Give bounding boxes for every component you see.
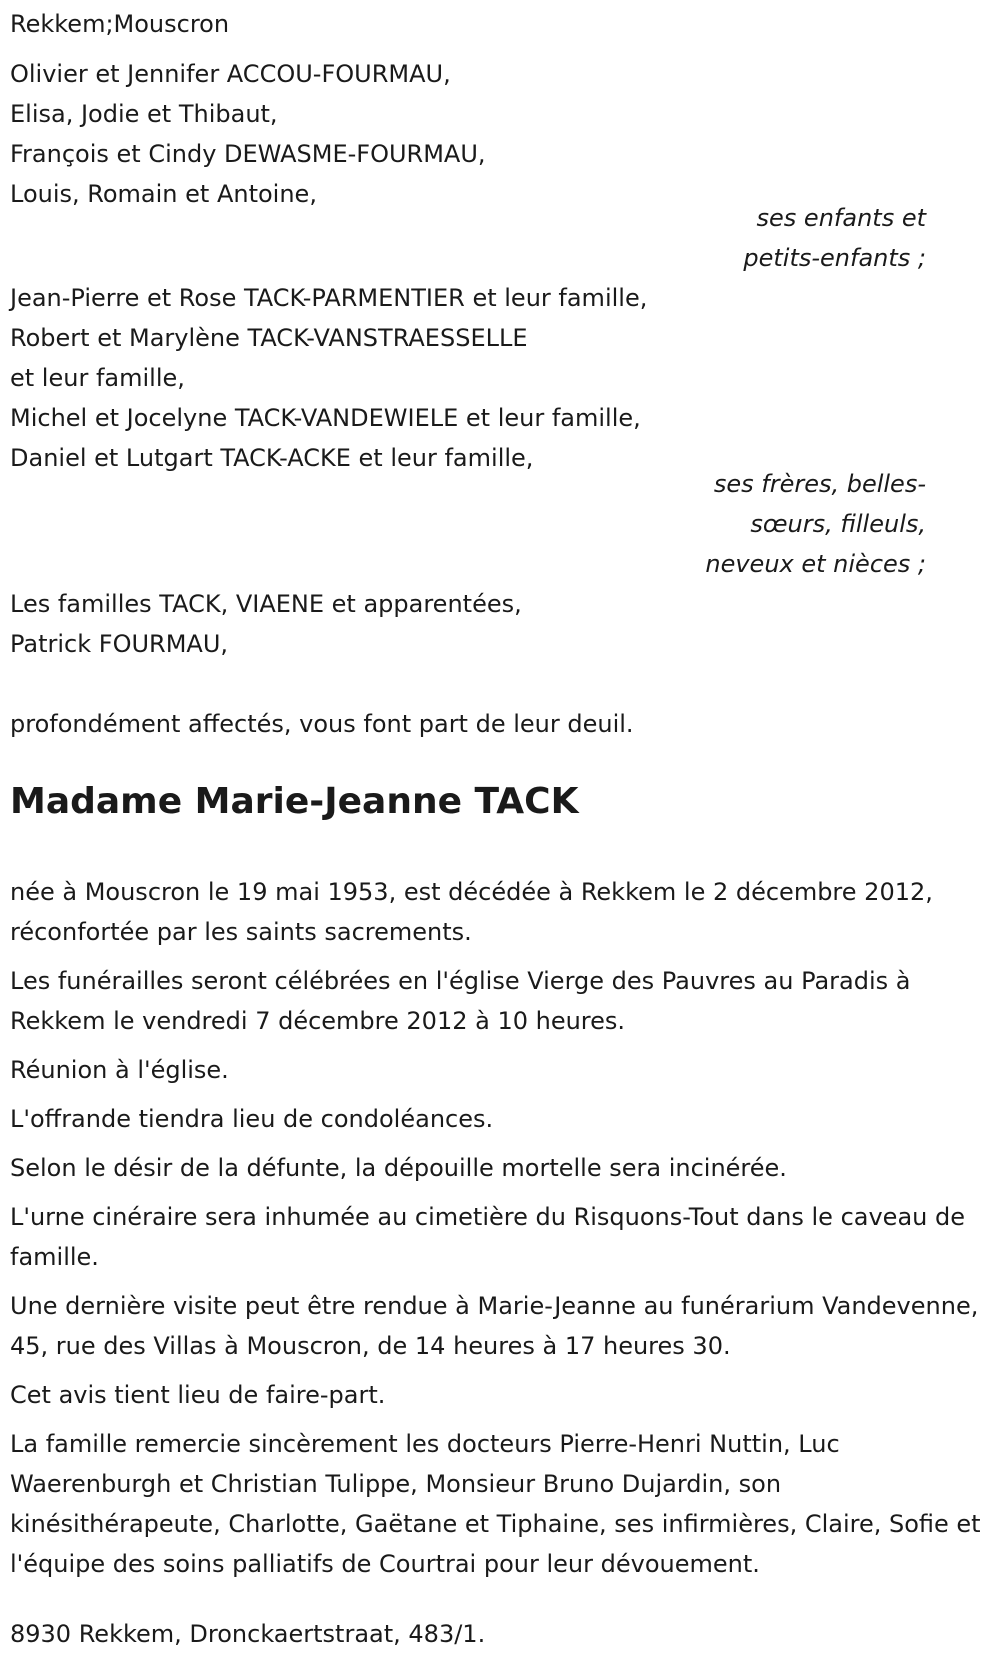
notice-paragraph: née à Mouscron le 19 mai 1953, est décédée à Rekkem le 2 décembre 2012, réconfortée par les saints sacrements. — [10, 878, 933, 946]
children-role-line: ses enfants et — [756, 204, 926, 232]
deceased-name: Madame Marie-Jeanne TACK — [10, 781, 579, 822]
children-role-line: petits-enfants ; — [743, 244, 926, 272]
notice-paragraph: L'offrande tiendra lieu de condoléances. — [10, 1105, 494, 1133]
families-line: Patrick FOURMAU, — [10, 630, 229, 658]
notice-paragraph: La famille remercie sincèrement les docteurs Pierre-Henri Nuttin, Luc Waerenburgh et Christian Tulippe, Monsieur Bruno Dujardin, son kinésithérapeute, Charlotte, Gaëtane et Tiphaine, ses infirmières, Claire, Sofie et l'équipe des soins palliatifs de Courtrai pour leur dévouement. — [10, 1430, 981, 1578]
families-list — [10, 584, 990, 664]
notice-paragraph: Selon le désir de la défunte, la dépouille mortelle sera incinérée. — [10, 1154, 787, 1182]
siblings-line: et leur famille, — [10, 364, 185, 392]
location-header: Rekkem;Mouscron — [10, 10, 230, 38]
notice-paragraph: Réunion à l'église. — [10, 1056, 229, 1084]
children-line: Louis, Romain et Antoine, — [10, 180, 317, 208]
notice-paragraph: L'urne cinéraire sera inhumée au cimetière du Risquons-Tout dans le caveau de famille. — [10, 1203, 965, 1271]
siblings-role-line: sœurs, filleuls, — [750, 510, 926, 538]
announcement-block — [10, 704, 990, 744]
children-line: Elisa, Jodie et Thibaut, — [10, 100, 278, 128]
location-header-block — [10, 4, 990, 44]
announcement-text: profondément affectés, vous font part de leur deuil. — [10, 710, 634, 738]
address-block — [10, 1614, 990, 1654]
address-text: 8930 Rekkem, Dronckaertstraat, 483/1. — [10, 1620, 486, 1648]
children-role — [743, 198, 926, 278]
siblings-role-line: ses frères, belles- — [713, 470, 926, 498]
notice-body — [10, 872, 990, 1593]
children-line: Olivier et Jennifer ACCOU-FOURMAU, — [10, 60, 451, 88]
notice-paragraph: Une dernière visite peut être rendue à Marie-Jeanne au funérarium Vandevenne, 45, rue des Villas à Mouscron, de 14 heures à 17 heures 30. — [10, 1292, 979, 1360]
children-list — [10, 54, 990, 214]
siblings-role-line: neveux et nièces ; — [705, 550, 926, 578]
siblings-line: Daniel et Lutgart TACK-ACKE et leur famille, — [10, 444, 534, 472]
notice-paragraph: Les funérailles seront célébrées en l'église Vierge des Pauvres au Paradis à Rekkem le vendredi 7 décembre 2012 à 10 heures. — [10, 967, 911, 1035]
children-line: François et Cindy DEWASME-FOURMAU, — [10, 140, 486, 168]
families-line: Les familles TACK, VIAENE et apparentées, — [10, 590, 522, 618]
siblings-line: Jean-Pierre et Rose TACK-PARMENTIER et leur famille, — [10, 284, 648, 312]
siblings-role — [705, 464, 926, 584]
notice-paragraph: Cet avis tient lieu de faire-part. — [10, 1381, 386, 1409]
siblings-list — [10, 278, 990, 478]
siblings-line: Michel et Jocelyne TACK-VANDEWIELE et leur famille, — [10, 404, 641, 432]
siblings-line: Robert et Marylène TACK-VANSTRAESSELLE — [10, 324, 528, 352]
